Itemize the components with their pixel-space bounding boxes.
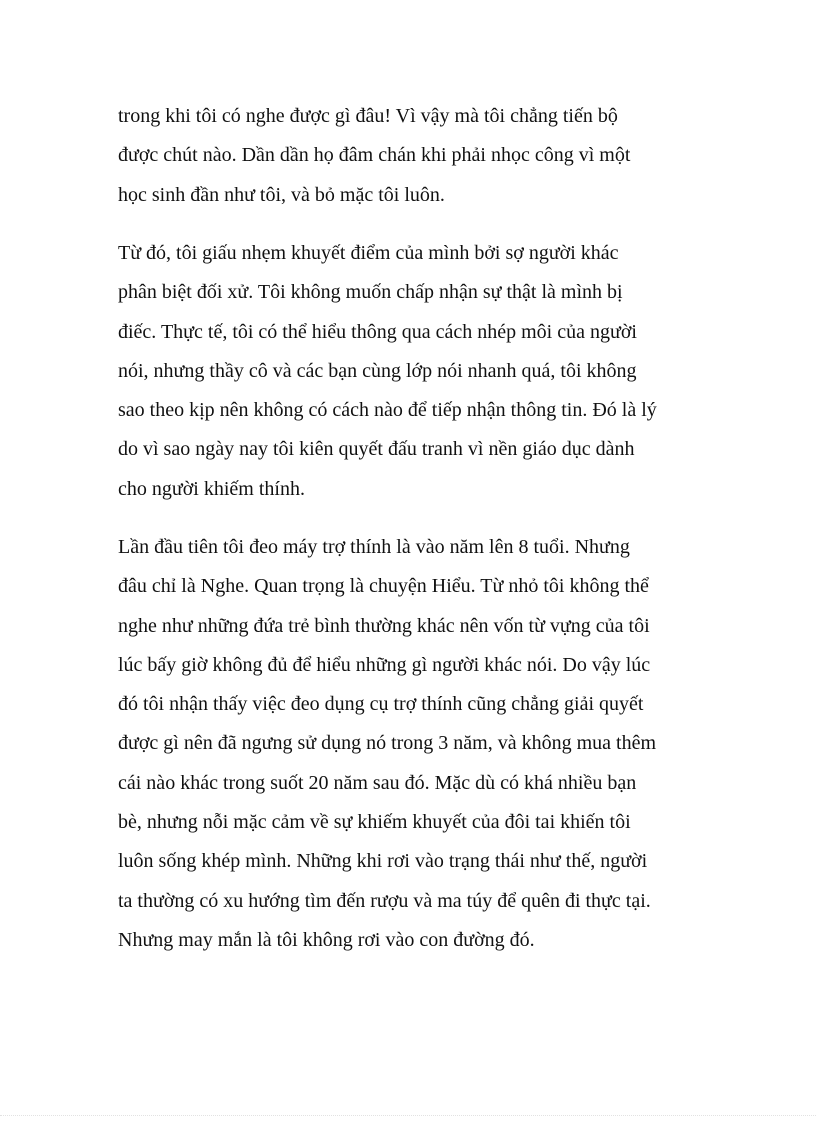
text-line: bè, nhưng nỗi mặc cảm về sự khiếm khuyết của đôi tai khiến tôi <box>118 811 631 834</box>
text-line: được gì nên đã ngưng sử dụng nó trong 3 năm, và không mua thêm <box>118 732 657 755</box>
text-line: được chút nào. Dần dần họ đâm chán khi phải nhọc công vì một <box>118 144 631 167</box>
text-line: do vì sao ngày nay tôi kiên quyết đấu tranh vì nền giáo dục dành <box>118 438 635 461</box>
text-line: cái nào khác trong suốt 20 năm sau đó. Mặc dù có khá nhiều bạn <box>118 771 637 794</box>
text-line: nghe như những đứa trẻ bình thường khác nên vốn từ vựng của tôi <box>118 614 650 637</box>
text-line: Lần đầu tiên tôi đeo máy trợ thính là vào năm lên 8 tuổi. Nhưng <box>118 536 630 558</box>
paragraph <box>118 97 718 215</box>
text-line: học sinh đần như tôi, và bỏ mặc tôi luôn. <box>118 183 445 206</box>
text-line: lúc bấy giờ không đủ để hiểu những gì người khác nói. Do vậy lúc <box>118 653 651 676</box>
paragraph <box>118 234 718 509</box>
text-line: phân biệt đối xử. Tôi không muốn chấp nhận sự thật là mình bị <box>118 281 623 304</box>
text-line: nói, nhưng thầy cô và các bạn cùng lớp nói nhanh quá, tôi không <box>118 359 637 382</box>
text-line: trong khi tôi có nghe được gì đâu! Vì vậy mà tôi chẳng tiến bộ <box>118 105 618 127</box>
text-line: cho người khiếm thính. <box>118 477 305 500</box>
text-line: Từ đó, tôi giấu nhẹm khuyết điểm của mình bởi sợ người khác <box>118 242 619 264</box>
text-line: Nhưng may mắn là tôi không rơi vào con đường đó. <box>118 928 535 951</box>
text-line: ta thường có xu hướng tìm đến rượu và ma túy để quên đi thực tại. <box>118 889 651 912</box>
text-line: sao theo kịp nên không có cách nào để tiếp nhận thông tin. Đó là lý <box>118 399 657 422</box>
text-line: luôn sống khép mình. Những khi rơi vào trạng thái như thế, người <box>118 850 648 873</box>
page-bottom-edge <box>0 1115 816 1116</box>
text-line: đâu chỉ là Nghe. Quan trọng là chuyện Hiểu. Từ nhỏ tôi không thể <box>118 575 649 598</box>
text-line: đó tôi nhận thấy việc đeo dụng cụ trợ thính cũng chẳng giải quyết <box>118 693 644 716</box>
text-line: điếc. Thực tế, tôi có thể hiểu thông qua cách nhép môi của người <box>118 320 637 343</box>
paragraph <box>118 528 718 960</box>
